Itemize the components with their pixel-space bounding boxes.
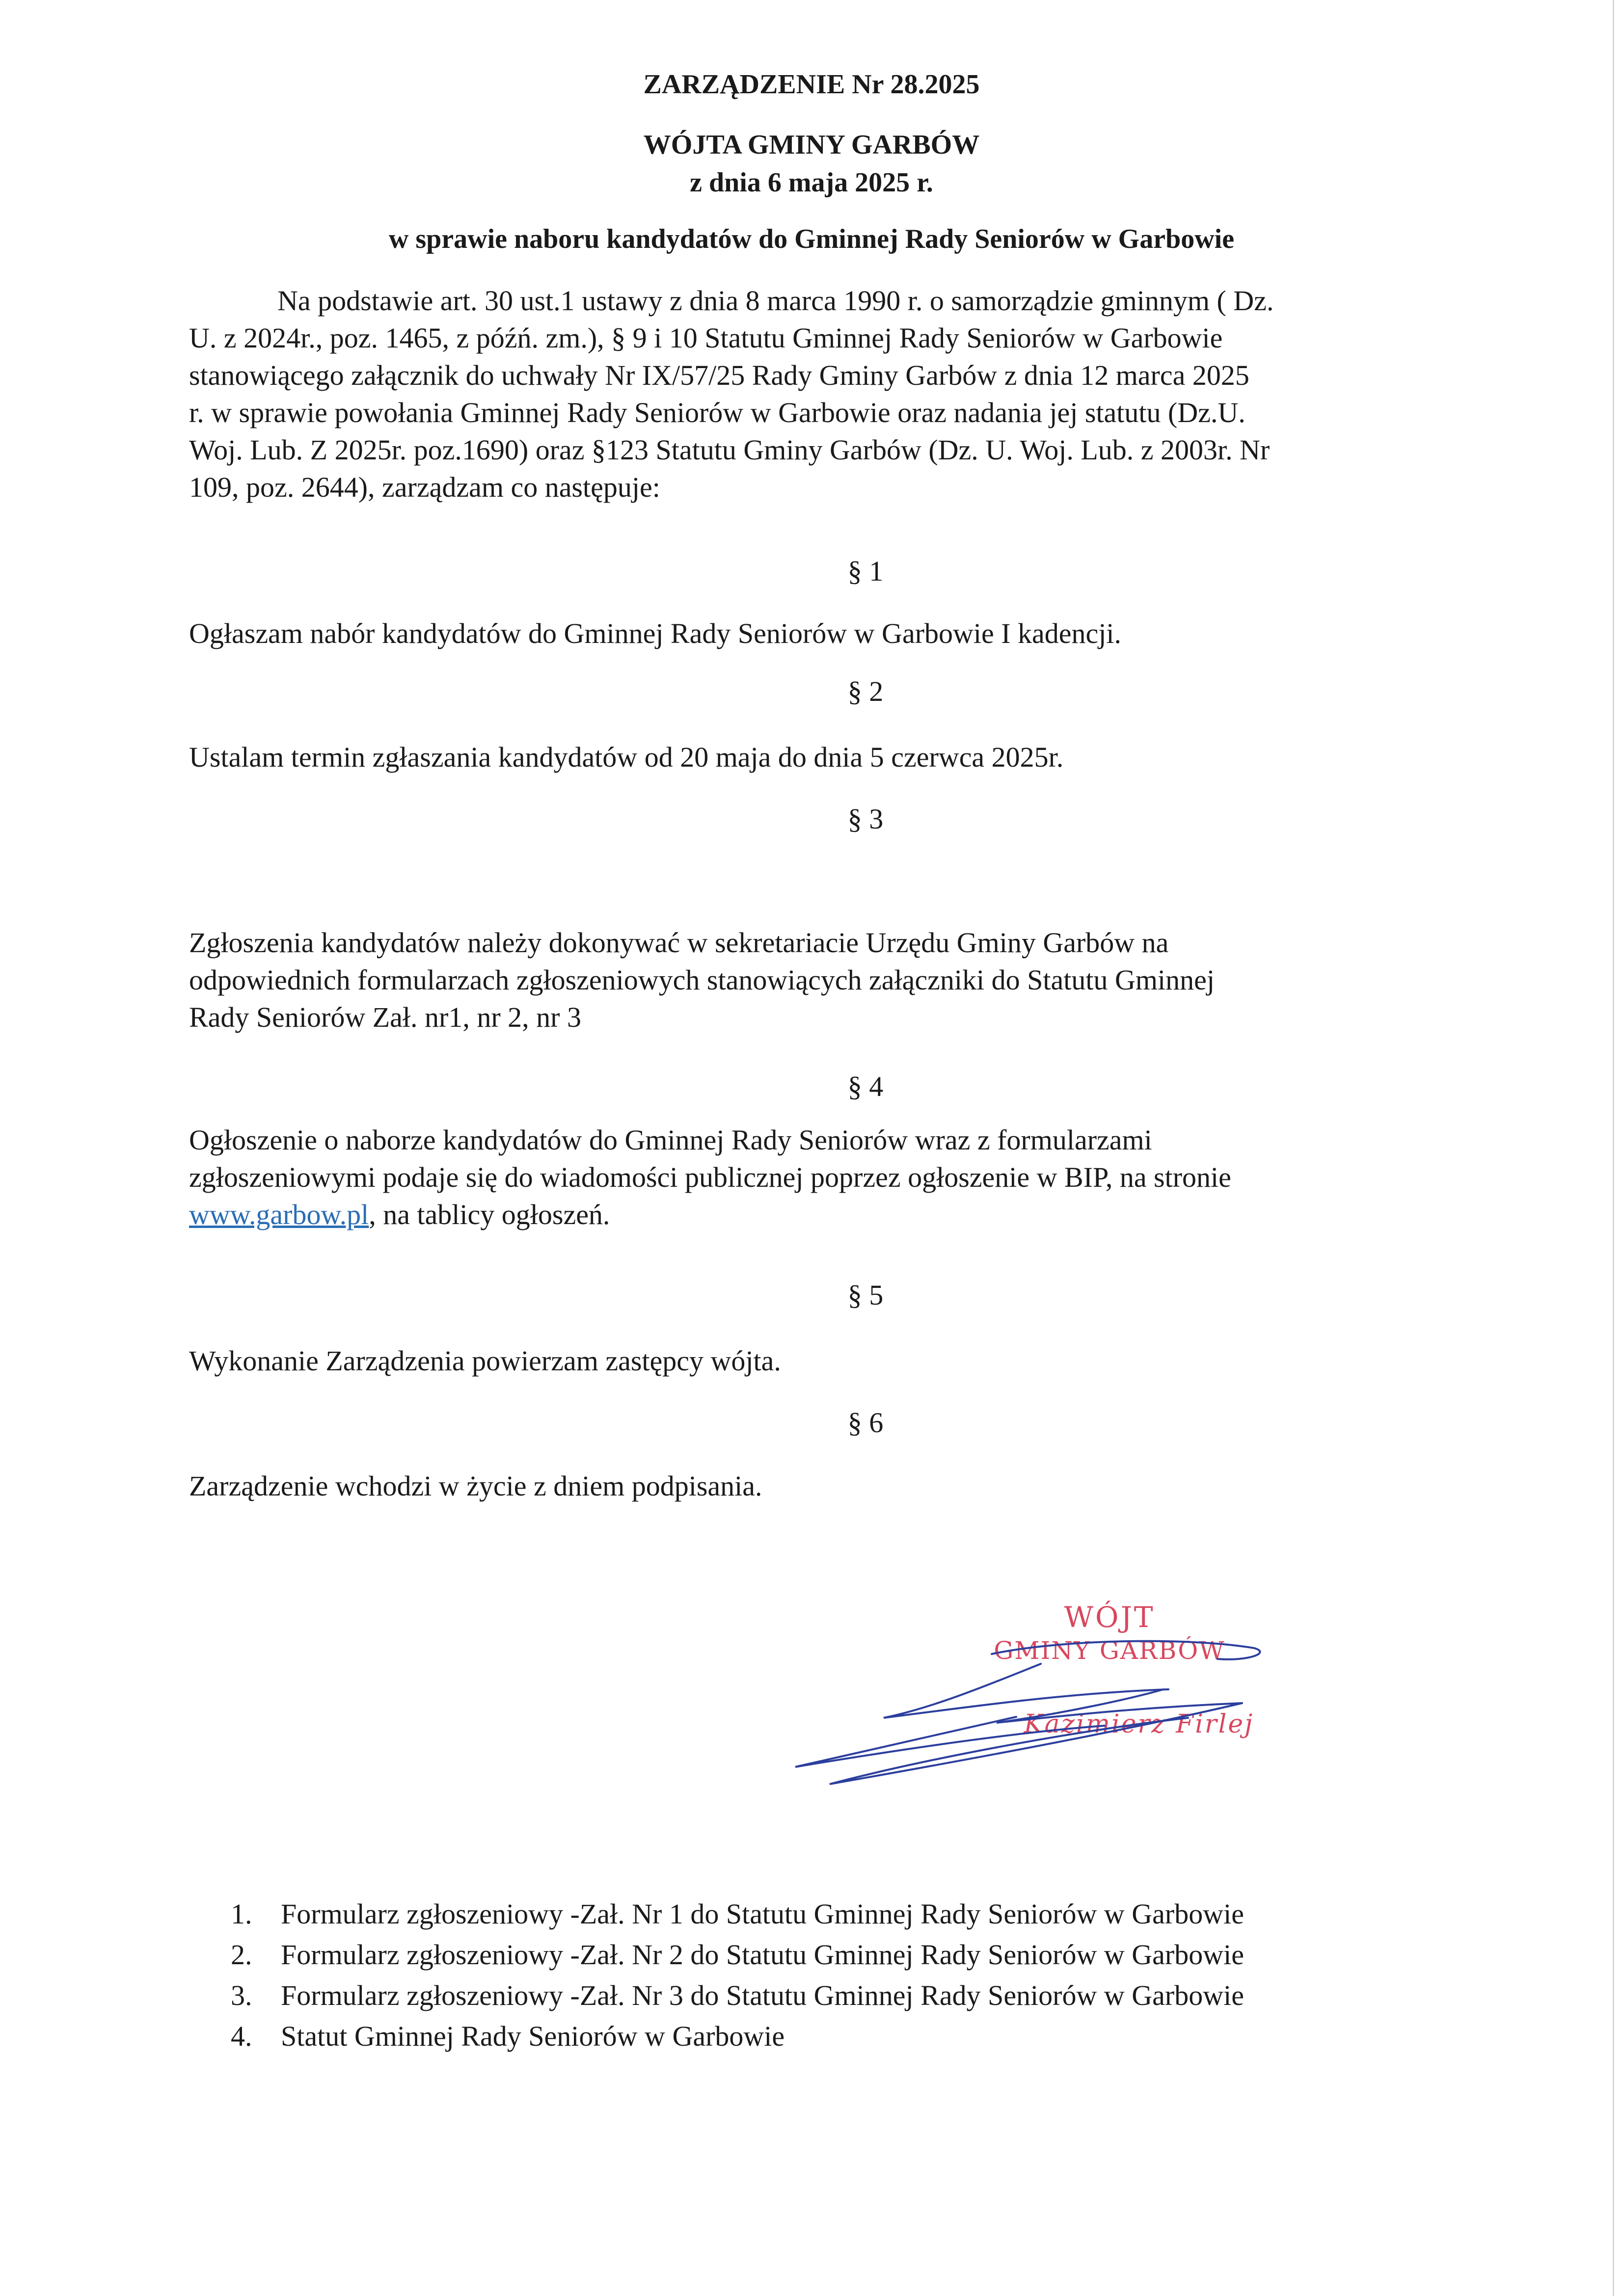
signature-stamp [785, 1585, 1325, 1816]
stamp-name: Kazimierz Firlej [1024, 1709, 1254, 1739]
preamble-line: stanowiącego załącznik do uchwały Nr IX/57/25 Rady Gminy Garbów z dnia 12 marca 2025 [189, 359, 1249, 391]
document-title: ZARZĄDZENIE Nr 28.2025 [643, 69, 980, 100]
document-subject: w sprawie naboru kandydatów do Gminnej Rady Seniorów w Garbowie [388, 224, 1235, 254]
attachment-item: 2. Formularz zgłoszeniowy -Zał. Nr 2 do Statutu Gminnej Rady Seniorów w Garbowie [231, 1939, 1244, 1971]
section-text-4 [189, 1121, 1431, 1233]
preamble [189, 282, 1431, 506]
section-line: Zgłoszenia kandydatów należy dokonywać w sekretariacie Urzędu Gminy Garbów na [189, 927, 1169, 959]
section-mark-2: § 2 [847, 675, 884, 707]
stamp-title: WÓJT [1064, 1601, 1155, 1634]
attachments-list [231, 1894, 1244, 2056]
preamble-line: Na podstawie art. 30 ust.1 ustawy z dnia 8 marca 1990 r. o samorządzie gminnym ( Dz. [277, 285, 1274, 317]
attachment-item: 4. Statut Gminnej Rady Seniorów w Garbowie [231, 2020, 785, 2052]
attachment-item: 3. Formularz zgłoszeniowy -Zał. Nr 3 do Statutu Gminnej Rady Seniorów w Garbowie [231, 1979, 1244, 2011]
preamble-line: Woj. Lub. Z 2025r. poz.1690) oraz §123 Statutu Gminy Garbów (Dz. U. Woj. Lub. z 2003r. Nr [189, 434, 1270, 466]
section-text-1: Ogłaszam nabór kandydatów do Gminnej Rady Seniorów w Garbowie I kadencji. [189, 617, 1122, 649]
preamble-line: 109, poz. 2644), zarządzam co następuje: [189, 471, 660, 503]
section-text-5: Wykonanie Zarządzenia powierzam zastępcy wójta. [189, 1345, 781, 1377]
section-mark-4: § 4 [847, 1070, 884, 1102]
section-mark-1: § 1 [847, 555, 884, 587]
attachment-item: 1. Formularz zgłoszeniowy -Zał. Nr 1 do Statutu Gminnej Rady Seniorów w Garbowie [231, 1898, 1244, 1930]
section-line: Rady Seniorów Zał. nr1, nr 2, nr 3 [189, 1001, 581, 1033]
stamp-office: GMINY GARBÓW [994, 1636, 1225, 1665]
section-line: Ogłoszenie o naborze kandydatów do Gminnej Rady Seniorów wraz z formularzami [189, 1124, 1152, 1156]
section-text-6: Zarządzenie wchodzi w życie z dniem podpisania. [189, 1470, 762, 1502]
preamble-line: r. w sprawie powołania Gminnej Rady Seniorów w Garbowie oraz nadania jej statutu (Dz.U. [189, 397, 1245, 428]
section-line: www.garbow.pl, na tablicy ogłoszeń. [189, 1199, 610, 1230]
document-date: z dnia 6 maja 2025 r. [690, 167, 933, 198]
section-text-2: Ustalam termin zgłaszania kandydatów od 20 maja do dnia 5 czerwca 2025r. [189, 741, 1064, 773]
section-mark-5: § 5 [847, 1279, 884, 1311]
section-mark-3: § 3 [847, 803, 884, 835]
section-text-3 [189, 924, 1431, 1036]
section-line: odpowiednich formularzach zgłoszeniowych stanowiących załączniki do Statutu Gminnej [189, 964, 1215, 996]
section-mark-6: § 6 [847, 1407, 884, 1439]
preamble-line: U. z 2024r., poz. 1465, z późń. zm.), § 9 i 10 Statutu Gminnej Rady Seniorów w Garbowie [189, 322, 1223, 354]
document-issuer: WÓJTA GMINY GARBÓW [643, 130, 980, 160]
section-line: zgłoszeniowymi podaje się do wiadomości publicznej poprzez ogłoszenie w BIP, na stronie [189, 1161, 1231, 1193]
website-link[interactable]: www.garbow.pl [189, 1199, 369, 1230]
